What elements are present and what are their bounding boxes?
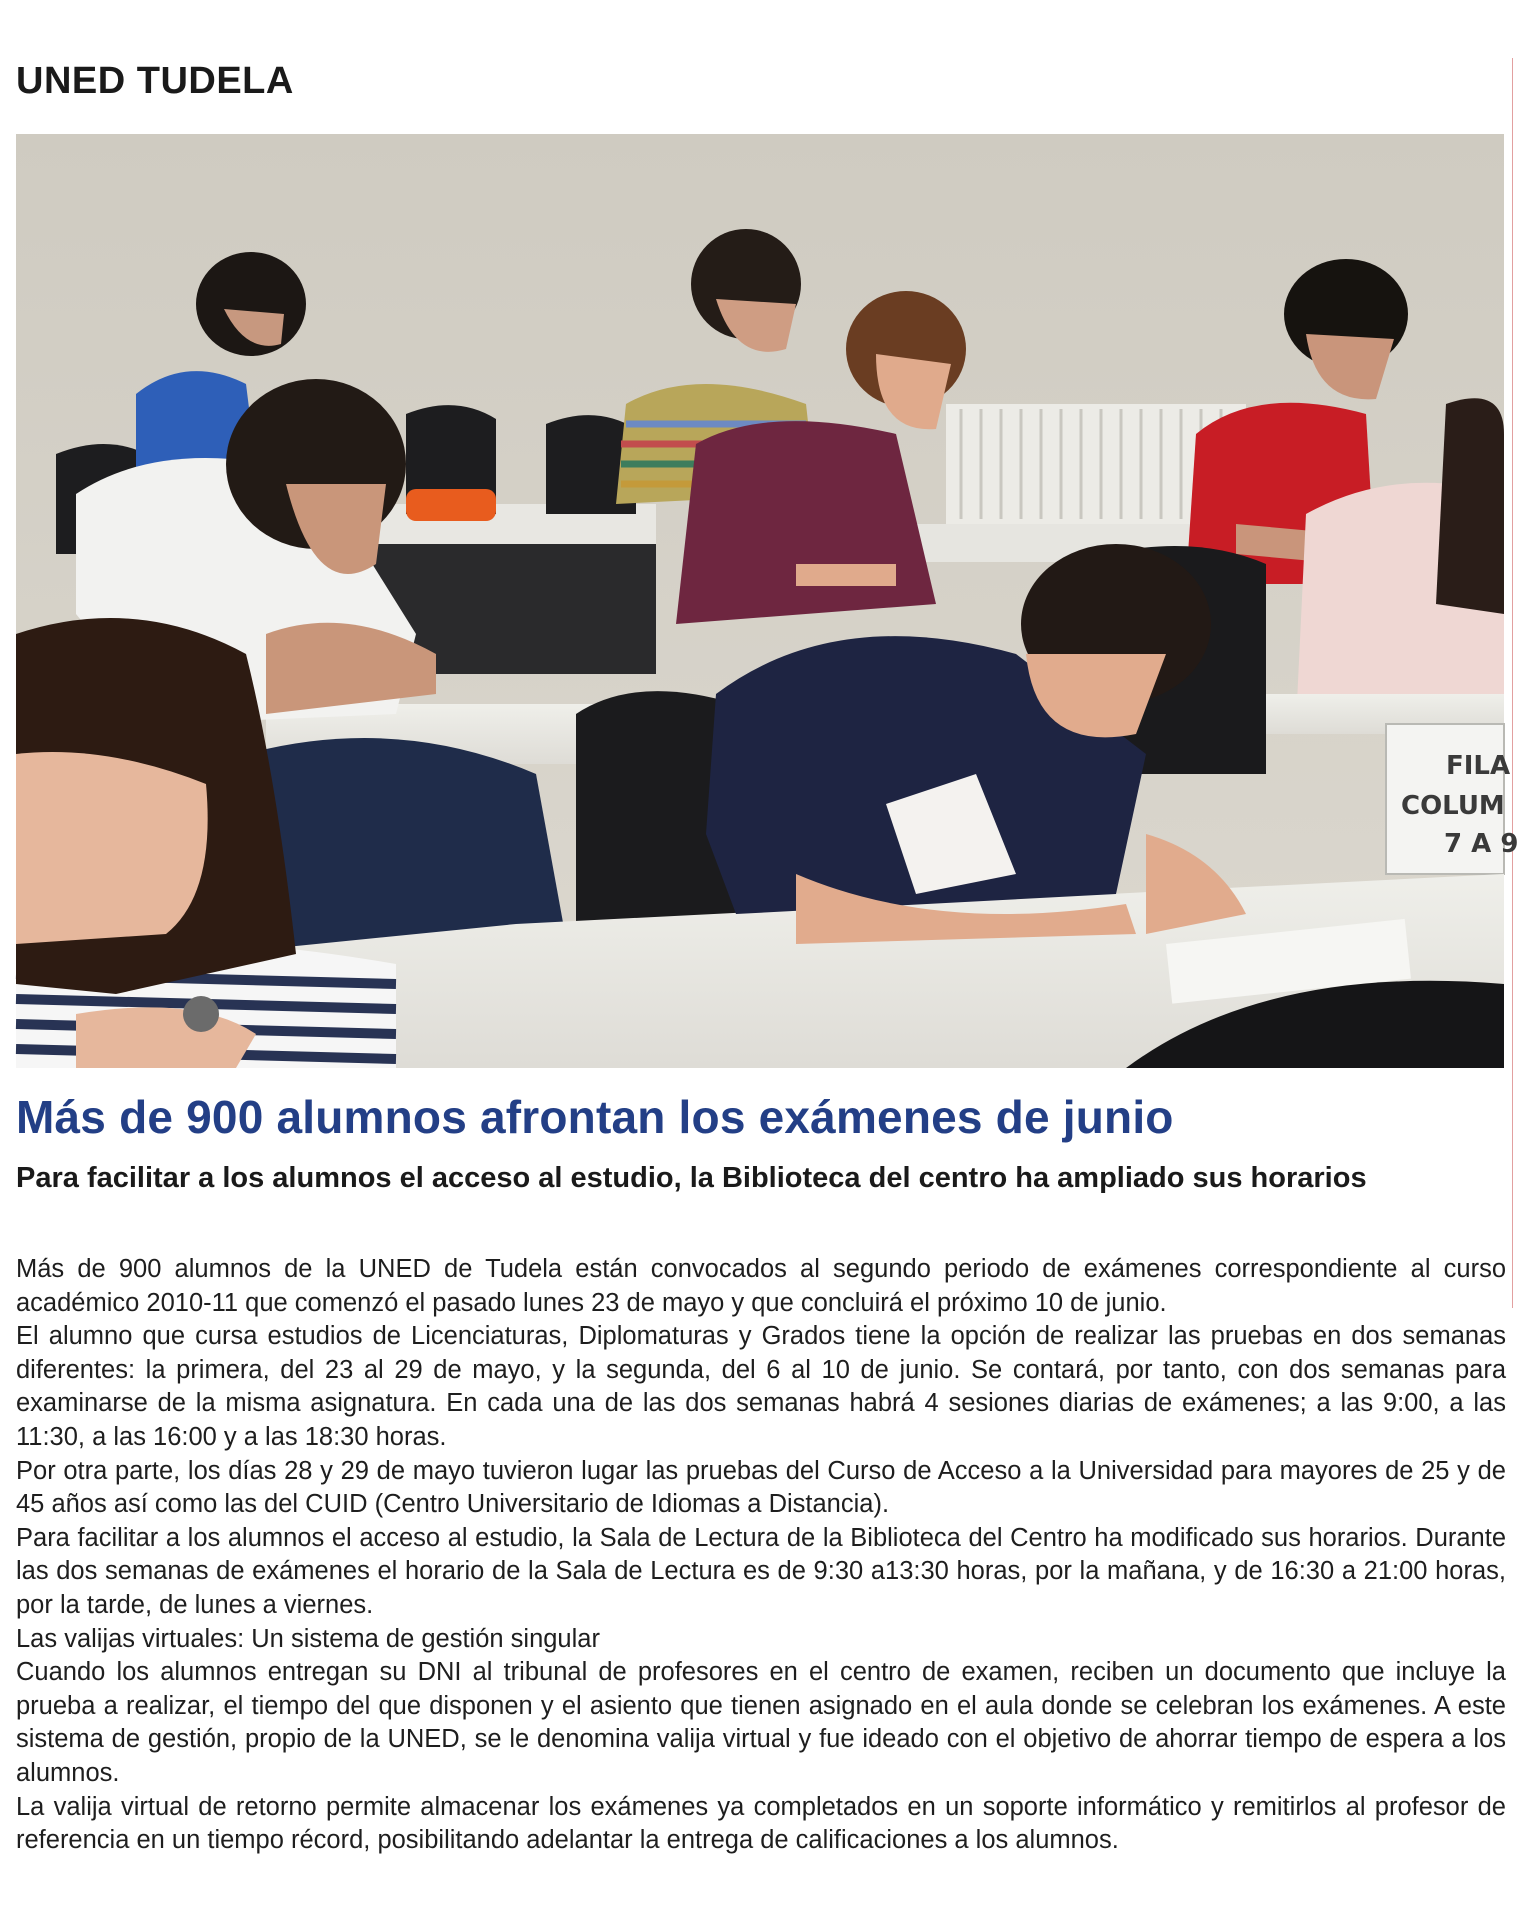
- paragraph: Cuando los alumnos entregan su DNI al tribunal de profesores en el centro de examen, reciben un documento que incluye la prueba a realizar, el tiempo del que disponen y el asiento que tienen asignado en el aula donde se celebran los exámenes. A este sistema de gestión, propio de la UNED, se le denomina valija virtual y fue ideado con el objetivo de ahorrar tiempo de espera a los alumnos.: [16, 1658, 1506, 1787]
- paragraph: Para facilitar a los alumnos el acceso al estudio, la Sala de Lectura de la Biblioteca del Centro ha modificado sus horarios. Durante las dos semanas de exámenes el horario de la Sala de Lectura es de 9:30 a13:30 horas, por la mañana, y de 16:30 a 21:00 horas, por la tarde, de lunes a viernes.: [16, 1523, 1506, 1619]
- paragraph: Más de 900 alumnos de la UNED de Tudela están convocados al segundo periodo de exámenes correspondiente al curso académico 2010-11 que comenzó el pasado lunes 23 de mayo y que concluirá el próximo 10 de junio.: [16, 1255, 1506, 1317]
- paragraph: El alumno que cursa estudios de Licenciaturas, Diplomaturas y Grados tiene la opción de realizar las pruebas en dos semanas diferentes: la primera, del 23 al 29 de mayo, y la segunda, del 6 al 10 de junio. Se contará, por tanto, con dos semanas para examinarse de la misma asignatura. En cada una de las dos semanas habrá 4 sesiones diarias de exámenes; a las 9:00, a las 11:30, a las 16:00 y a las 18:30 horas.: [16, 1322, 1506, 1451]
- article-body: [16, 1253, 1506, 1858]
- subsection-heading: Las valijas virtuales: Un sistema de gestión singular: [16, 1624, 600, 1653]
- article-subheadline: Para facilitar a los alumnos el acceso al estudio, la Biblioteca del centro ha ampliado sus horarios: [16, 1162, 1367, 1194]
- row-sign: [1386, 724, 1518, 874]
- paragraph: Por otra parte, los días 28 y 29 de mayo tuvieron lugar las pruebas del Curso de Acceso a la Universidad para mayores de 25 y de 45 años así como las del CUID (Centro Universitario de Idiomas a Distancia).: [16, 1456, 1506, 1519]
- paragraph: La valija virtual de retorno permite almacenar los exámenes ya completados en un soporte informático y remitirlos al profesor de referencia en un tiempo récord, posibilitando adelantar la entrega de calificaciones a los alumnos.: [16, 1792, 1506, 1855]
- pencil-case: [406, 489, 496, 521]
- sign-line-3: 7 A 9: [1444, 829, 1519, 859]
- exam-room-photo: [16, 134, 1519, 1068]
- wristwatch: [183, 996, 219, 1032]
- sign-line-2: COLUM: [1401, 791, 1505, 821]
- margin-line: [1512, 58, 1513, 1308]
- section-title: UNED TUDELA: [16, 60, 294, 102]
- sign-line-1: FILA: [1446, 751, 1511, 781]
- photo-illustration: [16, 134, 1519, 1068]
- article-headline: Más de 900 alumnos afrontan los exámenes de junio: [16, 1091, 1174, 1143]
